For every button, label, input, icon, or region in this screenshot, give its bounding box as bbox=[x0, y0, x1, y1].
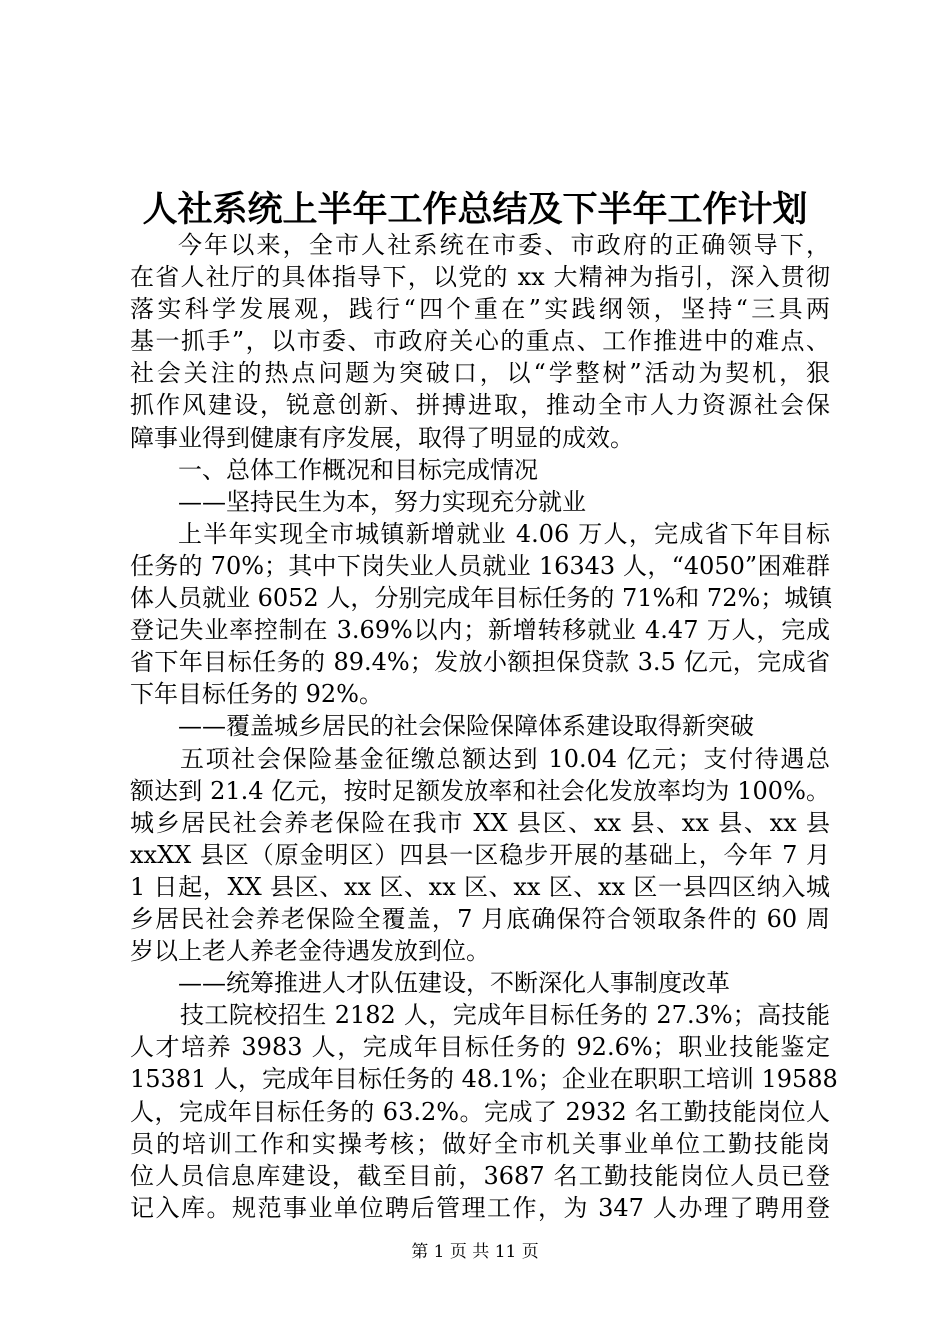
paragraph-line: 五项社会保险基金征缴总额达到 10.04 亿元；支付待遇总 bbox=[180, 744, 830, 773]
paragraph-line: 登记失业率控制在 3.69%以内；新增转移就业 4.47 万人，完成 bbox=[130, 616, 830, 645]
paragraph-line: 额达到 21.4 亿元，按时足额发放率和社会化发放率均为 100%。 bbox=[130, 776, 830, 805]
paragraph-line: 技工院校招生 2182 人，完成年目标任务的 27.3%；高技能 bbox=[180, 1001, 830, 1030]
paragraph-line: 记入库。规范事业单位聘后管理工作，为 347 人办理了聘用登 bbox=[130, 1193, 830, 1222]
paragraph-line: 上半年实现全市城镇新增就业 4.06 万人，完成省下年目标 bbox=[178, 519, 830, 548]
paragraph-line: 障事业得到健康有序发展，取得了明显的成效。 bbox=[130, 423, 634, 452]
paragraph-line: 基一抓手”，以市委、市政府关心的重点、工作推进中的难点、 bbox=[130, 327, 830, 356]
subsection-heading: ——坚持民生为本，努力实现充分就业 bbox=[178, 487, 586, 516]
paragraph-line: 位人员信息库建设，截至目前，3687 名工勤技能岗位人员已登 bbox=[130, 1161, 830, 1190]
paragraph-line: xxXX 县区（原金明区）四县一区稳步开展的基础上，今年 7 月 bbox=[130, 840, 830, 869]
document-body bbox=[130, 229, 838, 1224]
subsection-heading: ——统筹推进人才队伍建设，不断深化人事制度改革 bbox=[178, 969, 730, 998]
paragraph-line: 人才培养 3983 人，完成年目标任务的 92.6%；职业技能鉴定 bbox=[130, 1033, 830, 1062]
paragraph-line: 下年目标任务的 92%。 bbox=[130, 680, 383, 709]
paragraph-line: 岁以上老人养老金待遇发放到位。 bbox=[130, 937, 490, 966]
paragraph-line: 今年以来，全市人社系统在市委、市政府的正确领导下， bbox=[178, 231, 830, 259]
paragraph-line: 15381 人，完成年目标任务的 48.1%；企业在职职工培训 19588 bbox=[130, 1065, 838, 1094]
paragraph-line: 省下年目标任务的 89.4%；发放小额担保贷款 3.5 亿元，完成省 bbox=[130, 648, 830, 677]
paragraph-line: 员的培训工作和实操考核；做好全市机关事业单位工勤技能岗 bbox=[130, 1129, 830, 1158]
paragraph-line: 人，完成年目标任务的 63.2%。完成了 2932 名工勤技能岗位人 bbox=[130, 1097, 830, 1126]
paragraph-line: 体人员就业 6052 人，分别完成年目标任务的 71%和 72%；城镇 bbox=[130, 584, 833, 613]
paragraph-line: 在省人社厅的具体指导下，以党的 xx 大精神为指引，深入贯彻 bbox=[130, 263, 830, 292]
paragraph-line: 城乡居民社会养老保险在我市 XX 县区、xx 县、xx 县、xx 县 bbox=[130, 808, 830, 837]
paragraph-line: 落实科学发展观，践行“四个重在”实践纲领，坚持“三具两 bbox=[130, 295, 830, 324]
subsection-heading: ——覆盖城乡居民的社会保险保障体系建设取得新突破 bbox=[178, 712, 754, 741]
section-heading: 一、总体工作概况和目标完成情况 bbox=[178, 455, 538, 484]
paragraph-line: 1 日起，XX 县区、xx 区、xx 区、xx 区、xx 区一县四区纳入城 bbox=[130, 872, 830, 901]
paragraph-line: 任务的 70%；其中下岗失业人员就业 16343 人，“4050”困难群 bbox=[130, 551, 830, 580]
paragraph-line: 抓作风建设，锐意创新、拼搏进取，推动全市人力资源社会保 bbox=[130, 391, 830, 420]
paragraph-line: 乡居民社会养老保险全覆盖，7 月底确保符合领取条件的 60 周 bbox=[130, 904, 830, 933]
page-number-footer: 第 1 页 共 11 页 bbox=[411, 1242, 539, 1262]
paragraph-line: 社会关注的热点问题为突破口，以“学整树”活动为契机，狠 bbox=[130, 359, 830, 388]
document-title: 人社系统上半年工作总结及下半年工作计划 bbox=[142, 189, 808, 230]
